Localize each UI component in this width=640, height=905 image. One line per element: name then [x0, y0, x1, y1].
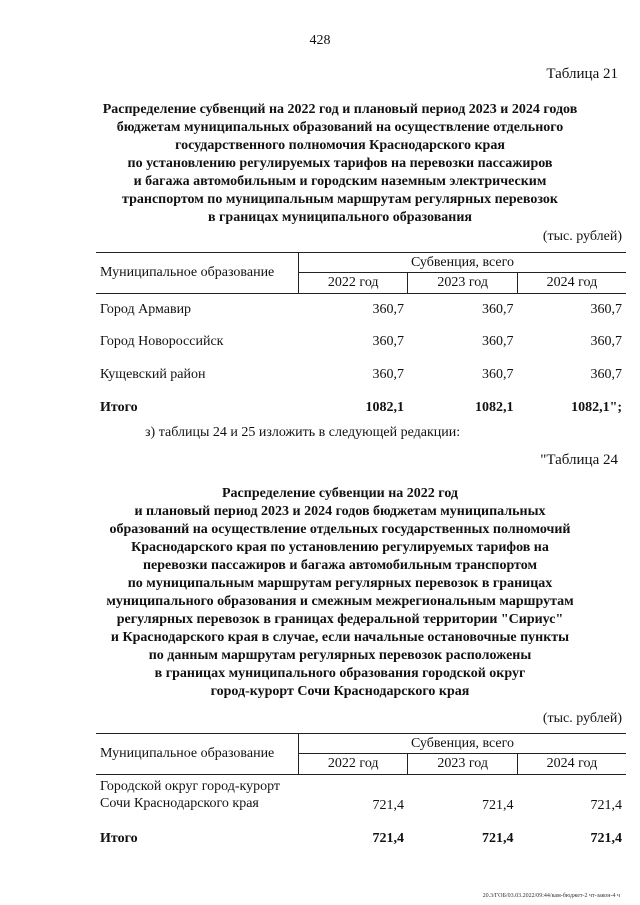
row-name: Город Армавир [100, 301, 192, 317]
title-line: в границах муниципального образования [208, 210, 472, 225]
header-org: Муниципальное образование [96, 734, 299, 775]
header-subvention: Субвенция, всего [299, 734, 627, 754]
header-year-2024: 2024 год [517, 273, 626, 294]
total-label: Итого [100, 400, 138, 415]
row-value: 721,4 [372, 797, 404, 813]
title-line: бюджетам муниципальных образований на осуществление отдельного [116, 120, 564, 135]
title-line: транспортом по муниципальным маршрутам регулярных перевозок [122, 192, 558, 207]
title-line: Распределение субвенции на 2022 год [222, 486, 458, 501]
row-name-line: Городской округ город-курорт [100, 779, 281, 794]
title-line: Распределение субвенций на 2022 год и плановый период 2023 и 2024 годов [102, 102, 578, 117]
table-21 [96, 252, 626, 425]
title-line: город-курорт Сочи Краснодарского края [210, 684, 470, 699]
total-label: Итого [100, 830, 138, 846]
header-year-2023: 2023 год [408, 754, 517, 775]
header-year-2024: 2024 год [517, 754, 626, 775]
total-value: 721,4 [481, 830, 514, 846]
row-value: 360,7 [590, 334, 622, 349]
title-line: муниципального образования и смежным межрегиональным маршрутам [106, 594, 574, 609]
table-21-units: (тыс. рублей) [542, 229, 622, 244]
total-value: 1082,1"; [571, 400, 622, 415]
table-row [96, 326, 626, 359]
table-24-ref: "Таблица 24 [540, 452, 618, 468]
page-number: 428 [309, 33, 331, 48]
header-year-2022: 2022 год [299, 273, 408, 294]
table-total-row [96, 392, 626, 425]
table-24 [96, 733, 626, 863]
title-line: и багажа автомобильным и городским наземным электрическим [133, 174, 547, 189]
row-value: 360,7 [481, 367, 514, 382]
row-name: Город Новороссийск [100, 334, 224, 349]
row-value: 721,4 [590, 797, 622, 813]
row-value: 360,7 [481, 301, 514, 317]
title-line: по установлению регулируемых тарифов на перевозки пассажиров [127, 156, 553, 171]
table-row [96, 775, 626, 815]
table-21-title [70, 101, 610, 227]
title-line: государственного полномочия Краснодарского края [175, 138, 505, 153]
table-24-units: (тыс. рублей) [542, 711, 622, 726]
title-line: и Краснодарского края в случае, если начальные остановочные пункты [110, 630, 570, 645]
header-org: Муниципальное образование [96, 253, 299, 294]
row-value: 721,4 [481, 797, 514, 813]
row-value: 360,7 [372, 301, 404, 317]
title-line: и плановый период 2023 и 2024 годов бюджетам муниципальных [134, 504, 546, 519]
total-value: 1082,1 [365, 400, 404, 415]
title-line: по данным маршрутам регулярных перевозок расположены [148, 648, 532, 663]
title-line: образований на осуществление отдельных государственных полномочий [109, 522, 571, 537]
row-name: Кущевский район [100, 367, 206, 382]
total-value: 1082,1 [474, 400, 514, 415]
table-row [96, 294, 626, 326]
title-line: в границах муниципального образования городской округ [154, 666, 526, 681]
title-line: регулярных перевозок в границах федеральной территории "Сириус" [116, 612, 564, 627]
total-value: 721,4 [372, 830, 404, 846]
table-row [96, 359, 626, 392]
row-value: 360,7 [372, 334, 404, 349]
document-footer: 20.3/ГОБ/03.03.2022/09:44/кам-бюджет-2 чт-закон-4 ч [482, 893, 620, 899]
table-24-title [70, 485, 610, 701]
row-value: 360,7 [372, 367, 404, 382]
row-value: 360,7 [481, 334, 514, 349]
header-year-2023: 2023 год [408, 273, 517, 294]
total-value: 721,4 [590, 830, 622, 846]
table-21-ref: Таблица 21 [546, 66, 618, 82]
table-total-row [96, 815, 626, 863]
title-line: по муниципальным маршрутам регулярных перевозок в границах [127, 576, 553, 591]
amendment-paragraph: з) таблицы 24 и 25 изложить в следующей редакции: [145, 425, 461, 440]
header-subvention: Субвенция, всего [299, 253, 627, 273]
row-value: 360,7 [590, 367, 622, 382]
row-value: 360,7 [590, 301, 622, 317]
title-line: перевозки пассажиров и багажа автомобильным транспортом [142, 558, 538, 573]
title-line: Краснодарского края по установлению регулируемых тарифов на [131, 540, 549, 555]
header-year-2022: 2022 год [299, 754, 408, 775]
row-name [96, 775, 299, 815]
row-name-line: Сочи Краснодарского края [100, 796, 259, 811]
